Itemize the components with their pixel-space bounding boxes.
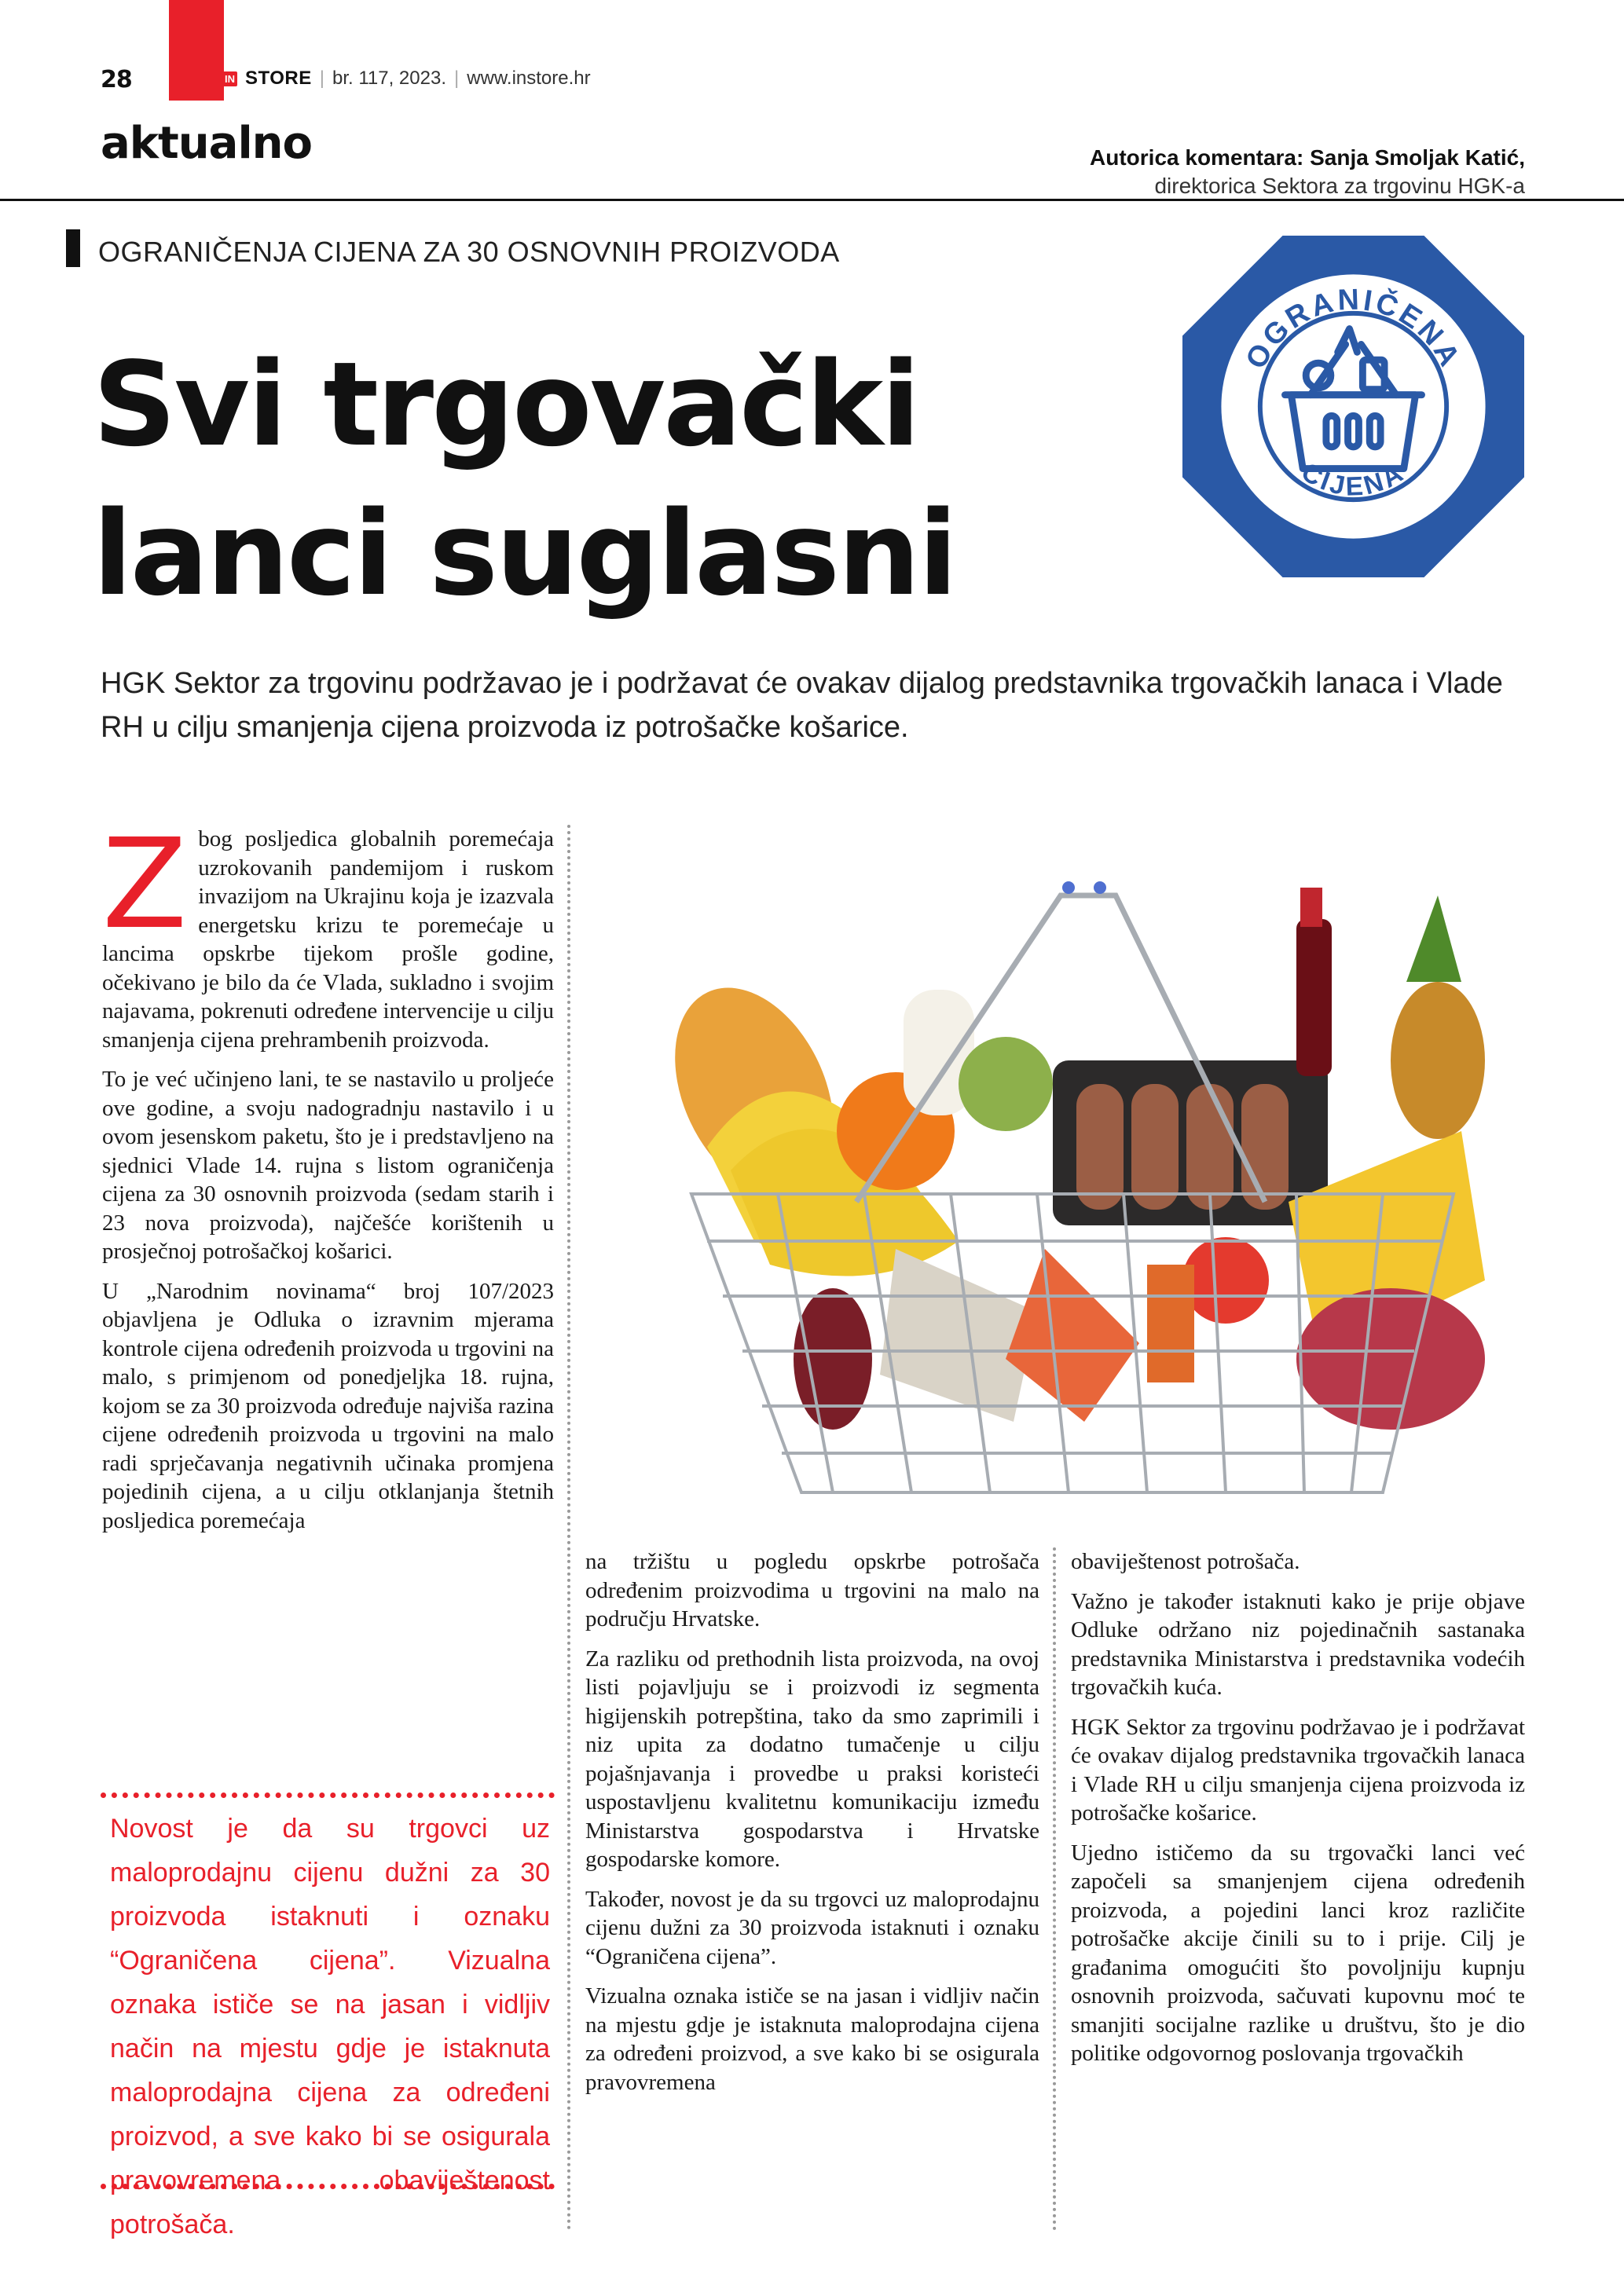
column-divider [1053,1547,1056,2231]
page-number: 28 [101,66,132,93]
body-paragraph: Važno je također istaknuti kako je prije objave Odluke održano niz pojedinačnih sastanaka predstavnika Ministarstva i predstavnika vodećih trgovačkih kuća. [1071,1588,1525,1700]
pull-quote: Novost je da su trgovci uz maloprodajnu cijenu dužni za 30 proizvoda istaknuti i oznaku “Ograničena cijena”. Vizualna oznaka ističe se na jasan i vidljiv način na mjestu gdje je istaknuta maloprodajna cijena za određeni proizvod, a sve kako bi se osigurala pravovremena obaviještenost potrošača. [110,1814,550,2239]
drop-cap: Z [102,812,188,957]
body-paragraph: Za razliku od prethodnih lista proizvoda, na ovoj listi pojavljuju se i proizvodi iz segmenta higijenskih potrepština, tako da smo zaprimili i niz upita za dodatno tumačenje u cilju pojašnjavanja i provedbe u praksi koristeći uspostavljenu kvalitetnu komunikaciju između Ministarstva gospodarstva i Hrvatske gospodarske komore. [585,1646,1039,1872]
badge-top-text: OGRANIČENA [1238,282,1468,374]
section-label: aktualno [101,118,312,169]
body-column-2 [585,1547,1039,2107]
author-credit [1090,144,1525,200]
body-column-3 [1071,1547,1525,2079]
header-rule [0,199,1624,201]
grocery-basket-photo [597,872,1524,1508]
kicker-bar [66,229,80,267]
body-paragraph: obaviještenost potrošača. [1071,1549,1300,1574]
headline-line-2: lanci suglasni [93,486,956,621]
masthead-red-tab [169,0,224,101]
body-paragraph: To je već učinjeno lani, te se nastavilo u proljeće ove godine, a svoju nadogradnju nastavilo i u ovom jesenskom paketu, što je i predstavljeno na sjednici Vlade 14. rujna s listom ograničenja cijena za 30 osnovnih proizvoda (sedam starih i 23 nova proizvoda), najčešće korištenih u prosječnoj potrošačkoj košarici. [102,1067,554,1264]
ogranicena-cijena-badge [1182,236,1524,577]
produce-pile [643,888,1485,1430]
body-paragraph [102,812,554,1054]
body-paragraph: HGK Sektor za trgovinu podržavao je i podržavat će ovakav dijalog predstavnika trgovačkih lanaca i Vlade RH u cilju smanjenja cijena proizvoda iz potrošačke košarice. [1071,1714,1525,1825]
body-paragraph-text: bog posljedica globalnih poremećaja uzrokovanih pandemijom i ruskom invazijom na Ukrajinu koja je izazvala energetsku krizu te poremećaje u lancima opskrbe tijekom prošle godine, očekivano je bilo da će Vlada, sukladno i svojim najavama, pokrenuti određene intervencije u cilju smanjenja cijena prehrambenih proizvoda. [102,826,554,1053]
author-title: direktorica Sektora za trgovinu HGK-a [1154,174,1525,198]
logo-in-badge: IN [222,71,237,86]
headline-line-1: Svi trgovački [93,337,918,472]
body-paragraph: Ujedno ističemo da su trgovački lanci već započeli sa smanjenjem cijena određenih proizvoda, a pojedini lanci kroz različite potrošačke akcije činili su to i prije. Cilj je građanima omogućiti što povoljniju kupnju osnovnih proizvoda, sačuvati kupovnu moć te smanjiti socijalne razlike u društvu, što je dio politike odgovornog poslovanja trgovačkih [1071,1840,1525,2066]
kicker: OGRANIČENJA CIJENA ZA 30 OSNOVNIH PROIZVODA [98,236,840,268]
logo-store-text: STORE [245,68,312,89]
lead-paragraph: HGK Sektor za trgovinu podržavao je i podržavat će ovakav dijalog predstavnika trgovačkih lanaca i Vlade RH u cilju smanjenja cijena proizvoda iz potrošačke košarice. [101,667,1503,744]
body-paragraph: U „Narodnim novinama“ broj 107/2023 objavljena je Odluka o izravnim mjerama kontrole cijena određenih proizvoda u trgovini na malo, s primjenom od ponedjeljka 18. rujna, kojom se za 30 proizvoda određuje najviša razina cijene određenih proizvoda u trgovini na malo radi sprječavanja negativnih učinaka promjena pojedinih cijena, a u cilju otklanjanja štetnih posljedica poremećaja [102,1278,554,1533]
website-link[interactable]: www.instore.hr [467,68,591,89]
masthead [222,68,591,90]
issue-number: br. 117, 2023. [332,68,446,89]
quote-rule-bottom [101,2184,555,2189]
headline [93,330,955,628]
author-name: Autorica komentara: Sanja Smoljak Katić, [1090,145,1525,170]
quote-rule-top [101,1792,555,1798]
separator: | [319,68,324,89]
separator: | [454,68,460,89]
body-paragraph: Vizualna oznaka ističe se na jasan i vidljiv način na mjestu gdje je istaknuta maloprodajna cijena za određeni proizvod, a sve kako bi se osigurala pravovremena [585,1983,1039,2095]
column-divider [567,825,570,2231]
body-paragraph: na tržištu u pogledu opskrbe potrošača određenim proizvodima u trgovini na malo na području Hrvatske. [585,1549,1039,1631]
badge-bottom-text: CIJENA [1296,457,1411,502]
body-paragraph: Također, novost je da su trgovci uz maloprodajnu cijenu dužni za 30 proizvoda istaknuti i oznaku “Ograničena cijena”. [585,1886,1039,1969]
body-column-1 [102,812,554,1546]
